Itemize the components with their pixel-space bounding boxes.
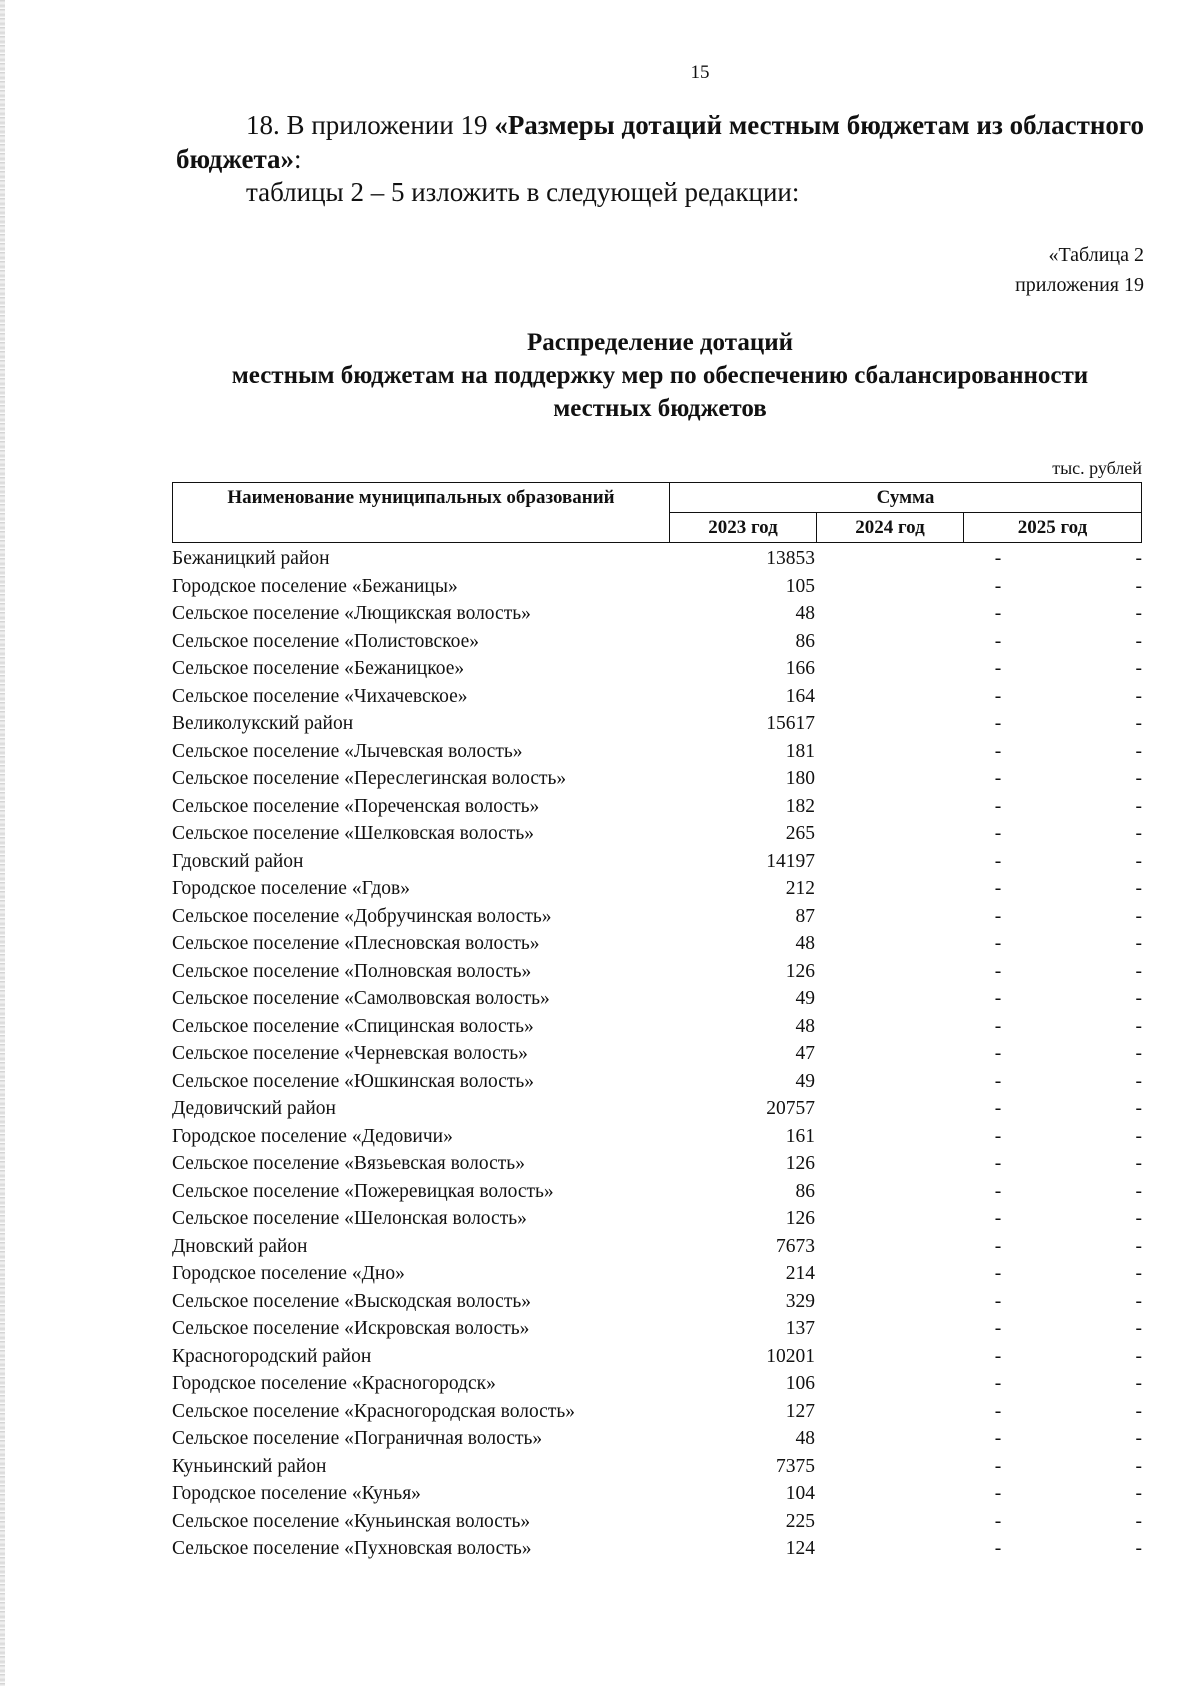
row-value-2023: 20757 <box>766 1098 815 1119</box>
table-row <box>172 903 1142 931</box>
row-value-2025: - <box>1135 1318 1142 1339</box>
page-number: 15 <box>690 62 710 83</box>
row-value-2025: - <box>1135 630 1142 652</box>
row-value-2025: - <box>1135 1208 1142 1229</box>
row-value-2024: - <box>994 823 1002 844</box>
row-name: Сельское поселение «Выскодская волость» <box>172 1290 531 1312</box>
row-name: Сельское поселение «Вязьевская волость» <box>172 1153 525 1174</box>
row-value-2025: - <box>1135 1510 1142 1532</box>
row-value-2025: - <box>1135 1483 1142 1504</box>
row-value-2025: - <box>1135 1043 1142 1064</box>
row-name: Сельское поселение «Пореченская волость» <box>172 795 540 817</box>
row-value-2024: - <box>994 905 1002 927</box>
row-value-2024: - <box>994 1345 1002 1367</box>
header-sum: Сумма <box>670 483 1142 513</box>
row-value-2024: - <box>994 768 1002 789</box>
row-name: Сельское поселение «Полистовское» <box>172 630 479 652</box>
row-value-2023: 10201 <box>766 1345 815 1367</box>
row-value-2024: - <box>994 1373 1002 1394</box>
row-value-2025: - <box>1135 713 1142 734</box>
row-value-2023: 124 <box>785 1538 815 1559</box>
row-value-2024: - <box>994 575 1002 597</box>
paragraph-18-suffix: : <box>294 144 302 174</box>
row-value-2023: 104 <box>785 1483 815 1504</box>
paragraph-tables: таблицы 2 – 5 изложить в следующей редакции: <box>246 177 800 207</box>
table-row <box>172 1205 1142 1233</box>
row-value-2025: - <box>1135 1070 1142 1092</box>
row-name: Сельское поселение «Бежаницкое» <box>172 658 465 679</box>
row-value-2025: - <box>1135 795 1142 817</box>
row-name: Гдовский район <box>172 850 304 872</box>
row-value-2025: - <box>1135 1455 1142 1477</box>
row-value-2023: 166 <box>785 658 815 679</box>
row-value-2024: - <box>994 1180 1002 1202</box>
row-name: Городское поселение «Бежаницы» <box>172 575 458 597</box>
row-value-2023: 48 <box>795 603 815 624</box>
row-value-2023: 329 <box>785 1290 815 1312</box>
row-value-2025: - <box>1135 1400 1142 1422</box>
table-row <box>172 573 1142 601</box>
row-value-2023: 49 <box>795 1070 815 1092</box>
row-value-2023: 86 <box>795 1180 815 1202</box>
row-value-2024: - <box>994 1483 1002 1504</box>
table-row <box>172 655 1142 683</box>
row-name: Красногородский район <box>172 1345 372 1367</box>
table-row <box>172 1535 1142 1563</box>
table-row <box>172 958 1142 986</box>
header-year-2025: 2025 год <box>964 513 1142 543</box>
row-value-2024: - <box>994 1455 1002 1477</box>
row-name: Сельское поселение «Куньинская волость» <box>172 1510 531 1532</box>
row-name: Сельское поселение «Шелонская волость» <box>172 1208 527 1229</box>
table-row <box>172 628 1142 656</box>
row-name: Дедовичский район <box>172 1098 336 1119</box>
row-name: Городское поселение «Гдов» <box>172 878 411 899</box>
table-row <box>172 985 1142 1013</box>
row-name: Сельское поселение «Пожеревицкая волость» <box>172 1180 554 1202</box>
row-name: Сельское поселение «Шелковская волость» <box>172 823 535 844</box>
row-value-2023: 181 <box>785 740 815 762</box>
row-value-2024: - <box>994 960 1002 982</box>
row-value-2025: - <box>1135 1263 1142 1284</box>
row-value-2023: 7375 <box>776 1455 815 1477</box>
row-value-2023: 7673 <box>776 1235 815 1257</box>
row-value-2024: - <box>994 795 1002 817</box>
row-value-2023: 126 <box>785 1153 815 1174</box>
row-name: Сельское поселение «Пограничная волость» <box>172 1428 543 1449</box>
table-row <box>172 1233 1142 1261</box>
row-value-2024: - <box>994 988 1002 1009</box>
row-value-2025: - <box>1135 1373 1142 1394</box>
row-value-2024: - <box>994 1015 1002 1037</box>
row-name: Сельское поселение «Полновская волость» <box>172 960 532 982</box>
table-row <box>172 765 1142 793</box>
table-row <box>172 1453 1142 1481</box>
row-value-2025: - <box>1135 1235 1142 1257</box>
row-value-2023: 49 <box>795 988 815 1009</box>
row-name: Городское поселение «Дедовичи» <box>172 1125 453 1147</box>
title-line2: местным бюджетам на поддержку мер по обеспечению сбалансированности <box>231 362 1089 389</box>
row-value-2025: - <box>1135 905 1142 927</box>
row-value-2025: - <box>1135 1125 1142 1147</box>
row-value-2024: - <box>994 1098 1002 1119</box>
table-row <box>172 1260 1142 1288</box>
title-line3: местных бюджетов <box>553 395 767 422</box>
units-label: тыс. рублей <box>1052 458 1142 478</box>
row-value-2025: - <box>1135 658 1142 679</box>
row-value-2023: 48 <box>795 1015 815 1037</box>
row-name: Сельское поселение «Чихачевское» <box>172 685 468 707</box>
row-value-2025: - <box>1135 1180 1142 1202</box>
table-row <box>172 820 1142 848</box>
row-value-2023: 161 <box>785 1125 815 1147</box>
row-name: Сельское поселение «Красногородская волость» <box>172 1400 575 1422</box>
table-row <box>172 683 1142 711</box>
table-reference <box>1015 240 1144 300</box>
row-value-2024: - <box>994 1153 1002 1174</box>
row-value-2024: - <box>994 658 1002 679</box>
row-name: Сельское поселение «Искровская волость» <box>172 1318 530 1339</box>
table-header <box>172 482 1142 543</box>
row-value-2023: 15617 <box>766 713 815 734</box>
row-name: Сельское поселение «Спицинская волость» <box>172 1015 534 1037</box>
row-value-2023: 48 <box>795 1428 815 1449</box>
table-row <box>172 600 1142 628</box>
row-value-2024: - <box>994 603 1002 624</box>
row-name: Великолукский район <box>172 713 354 734</box>
row-value-2024: - <box>994 1290 1002 1312</box>
row-name: Сельское поселение «Самолвовская волость» <box>172 988 550 1009</box>
header-name: Наименование муниципальных образований <box>173 483 670 543</box>
row-value-2024: - <box>994 685 1002 707</box>
row-value-2025: - <box>1135 603 1142 624</box>
row-value-2025: - <box>1135 1153 1142 1174</box>
row-value-2023: 126 <box>785 960 815 982</box>
row-value-2023: 214 <box>785 1263 815 1284</box>
row-name: Сельское поселение «Плесновская волость» <box>172 933 540 954</box>
table-row <box>172 1343 1142 1371</box>
row-value-2025: - <box>1135 548 1142 569</box>
table-ref-line2: приложения 19 <box>1015 274 1144 296</box>
row-value-2023: 225 <box>785 1510 815 1532</box>
table-row <box>172 1068 1142 1096</box>
table-row <box>172 738 1142 766</box>
row-value-2024: - <box>994 630 1002 652</box>
row-value-2024: - <box>994 1400 1002 1422</box>
table-row <box>172 1288 1142 1316</box>
table-row <box>172 875 1142 903</box>
row-value-2025: - <box>1135 960 1142 982</box>
table-row <box>172 1095 1142 1123</box>
row-value-2023: 87 <box>795 905 815 927</box>
row-value-2024: - <box>994 1235 1002 1257</box>
table-row <box>172 1425 1142 1453</box>
row-name: Городское поселение «Дно» <box>172 1263 405 1284</box>
row-value-2023: 137 <box>785 1318 815 1339</box>
row-value-2024: - <box>994 713 1002 734</box>
scan-edge <box>0 0 5 1686</box>
row-value-2025: - <box>1135 1290 1142 1312</box>
row-value-2023: 182 <box>785 795 815 817</box>
row-value-2024: - <box>994 1510 1002 1532</box>
row-value-2024: - <box>994 1070 1002 1092</box>
table-row <box>172 1013 1142 1041</box>
row-value-2023: 164 <box>785 685 815 707</box>
row-value-2024: - <box>994 1208 1002 1229</box>
header-year-2024: 2024 год <box>817 513 964 543</box>
table-row <box>172 1040 1142 1068</box>
table-row <box>172 1480 1142 1508</box>
row-value-2023: 13853 <box>766 548 815 569</box>
document-title <box>176 326 1144 425</box>
row-name: Городское поселение «Красногородск» <box>172 1373 496 1394</box>
row-value-2025: - <box>1135 575 1142 597</box>
table-row <box>172 1370 1142 1398</box>
table-row <box>172 848 1142 876</box>
row-value-2024: - <box>994 1125 1002 1147</box>
table-row <box>172 1508 1142 1536</box>
row-name: Сельское поселение «Лычевская волость» <box>172 740 523 762</box>
row-value-2025: - <box>1135 1538 1142 1559</box>
row-name: Сельское поселение «Пухновская волость» <box>172 1538 532 1559</box>
table-row <box>172 1150 1142 1178</box>
row-value-2024: - <box>994 850 1002 872</box>
row-value-2024: - <box>994 1263 1002 1284</box>
row-value-2024: - <box>994 1538 1002 1559</box>
row-value-2024: - <box>994 1318 1002 1339</box>
table-ref-line1: «Таблица 2 <box>1048 244 1144 266</box>
row-name: Сельское поселение «Добручинская волость» <box>172 905 552 927</box>
row-value-2023: 180 <box>785 768 815 789</box>
title-line1: Распределение дотаций <box>526 329 794 356</box>
row-value-2025: - <box>1135 740 1142 762</box>
row-name: Куньинский район <box>172 1455 327 1477</box>
row-value-2023: 48 <box>795 933 815 954</box>
row-value-2025: - <box>1135 1428 1142 1449</box>
row-value-2025: - <box>1135 988 1142 1009</box>
table-row <box>172 793 1142 821</box>
row-value-2025: - <box>1135 1098 1142 1119</box>
row-value-2023: 212 <box>785 878 815 899</box>
row-value-2025: - <box>1135 685 1142 707</box>
row-value-2025: - <box>1135 933 1142 954</box>
paragraph-18 <box>176 108 1144 176</box>
row-name: Сельское поселение «Юшкинская волость» <box>172 1070 535 1092</box>
row-value-2024: - <box>994 740 1002 762</box>
row-name: Дновский район <box>172 1235 308 1257</box>
table-row <box>172 1315 1142 1343</box>
row-value-2025: - <box>1135 823 1142 844</box>
table-row <box>172 1398 1142 1426</box>
paragraph-18-title: «Размеры дотаций местным бюджетам из областного бюджета» <box>176 110 1145 174</box>
row-value-2023: 106 <box>785 1373 815 1394</box>
row-name: Сельское поселение «Черневская волость» <box>172 1043 528 1064</box>
row-name: Сельское поселение «Лющикская волость» <box>172 603 531 624</box>
row-value-2023: 47 <box>795 1043 815 1064</box>
row-name: Бежаницкий район <box>172 548 330 569</box>
row-value-2024: - <box>994 1043 1002 1064</box>
row-value-2024: - <box>994 933 1002 954</box>
table-row <box>172 930 1142 958</box>
row-value-2025: - <box>1135 768 1142 789</box>
paragraph-18-prefix: 18. В приложении 19 <box>246 110 495 140</box>
row-value-2025: - <box>1135 1015 1142 1037</box>
row-value-2024: - <box>994 1428 1002 1449</box>
row-value-2025: - <box>1135 1345 1142 1367</box>
table-body <box>172 545 1142 1563</box>
row-value-2023: 127 <box>785 1400 815 1422</box>
row-value-2024: - <box>994 878 1002 899</box>
row-value-2025: - <box>1135 850 1142 872</box>
table-row <box>172 545 1142 573</box>
row-value-2023: 14197 <box>766 850 815 872</box>
row-value-2024: - <box>994 548 1002 569</box>
row-value-2023: 86 <box>795 630 815 652</box>
row-value-2023: 126 <box>785 1208 815 1229</box>
table-row <box>172 710 1142 738</box>
table-row <box>172 1123 1142 1151</box>
row-value-2025: - <box>1135 878 1142 899</box>
row-name: Сельское поселение «Переслегинская волость» <box>172 768 567 789</box>
row-value-2023: 105 <box>785 575 815 597</box>
row-value-2023: 265 <box>785 823 815 844</box>
header-year-2023: 2023 год <box>670 513 817 543</box>
table-row <box>172 1178 1142 1206</box>
row-name: Городское поселение «Кунья» <box>172 1483 421 1504</box>
